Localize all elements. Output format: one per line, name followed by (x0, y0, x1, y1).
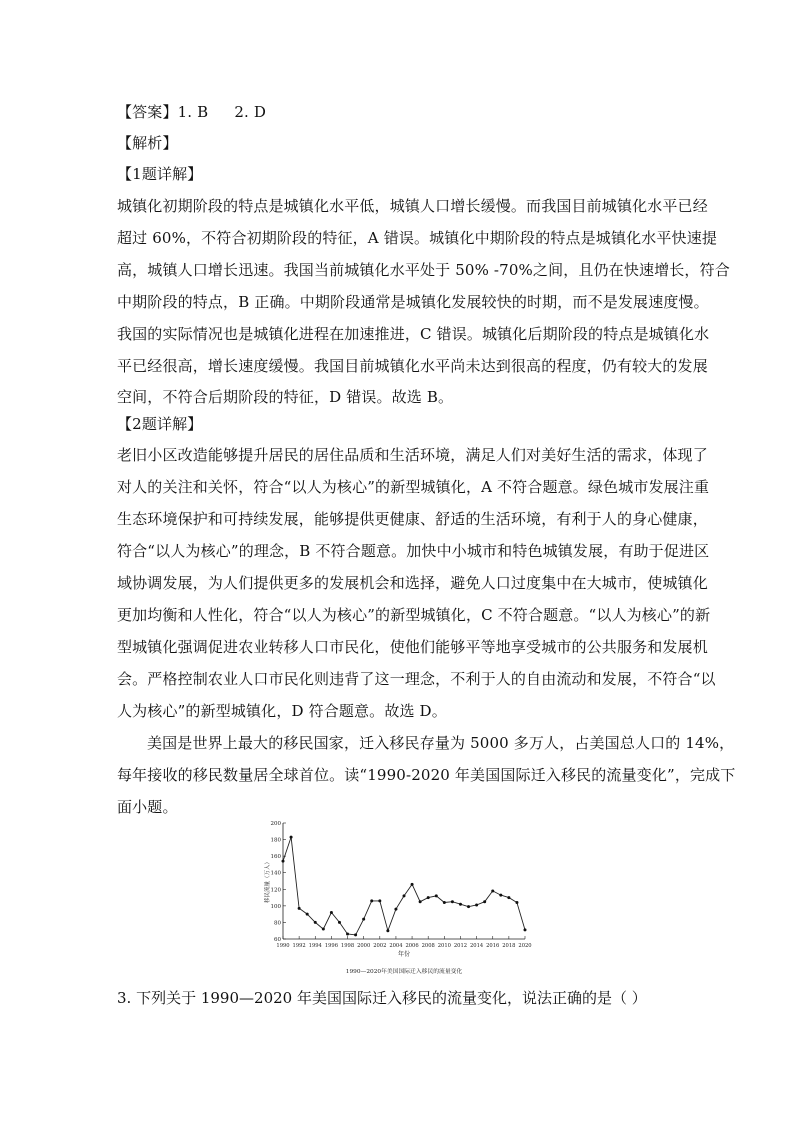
chart-title: 1990—2020年美国国际迁入移民的流量变化 (345, 969, 463, 975)
y-tick-label: 60 (274, 937, 281, 943)
data-point (330, 911, 333, 914)
x-tick-label: 2014 (469, 943, 484, 949)
x-tick-label: 2016 (486, 943, 500, 949)
q2-line: 更加均衡和人性化，符合“以人为核心”的新型城镇化，C 不符合题意。“以人为核心”的新 (117, 606, 711, 624)
data-point (370, 899, 373, 902)
data-point (378, 899, 381, 902)
data-point (524, 928, 527, 931)
data-point (386, 929, 389, 932)
q2-line: 老旧小区改造能够提升居民的居住品质和生活环境，满足人们对美好生活的需求，体现了 (117, 446, 708, 464)
x-tick-label: 2018 (502, 943, 516, 949)
data-point (298, 907, 301, 910)
data-point (290, 836, 293, 839)
y-tick-label: 160 (270, 854, 281, 861)
data-point (443, 901, 446, 904)
y-tick-label: 80 (274, 920, 281, 927)
data-point (483, 900, 486, 903)
data-point (282, 860, 285, 863)
answer-line (117, 102, 677, 122)
data-point (515, 901, 518, 904)
q1-line: 我国的实际情况也是城镇化进程在加速推进，C 错误。城镇化后期阶段的特点是城镇化水 (117, 325, 710, 343)
answer-label: 【答案】 (117, 103, 178, 121)
y-tick-label: 200 (270, 821, 281, 827)
q1-line: 空间，不符合后期阶段的特征，D 错误。故选 B。 (117, 388, 454, 406)
answer-2: 2. D (234, 103, 267, 121)
q2-line: 会。严格控制农业人口市民化则违背了这一理念，不利于人的自由流动和发展，不符合“以 (117, 670, 716, 688)
data-point (475, 904, 478, 907)
migration-line-chart (265, 818, 532, 980)
q1-line: 高，城镇人口增长迅速。我国当前城镇化水平处于 50% -70%之间，且仍在快速增长，符合 (117, 261, 730, 279)
q2-line: 人为核心”的新型城镇化，D 符合题意。故选 D。 (117, 702, 447, 720)
q1-line: 中期阶段的特点，B 正确。中期阶段通常是城镇化发展较快的时期，而不是发展速度慢。 (117, 293, 709, 311)
y-axis-label: 移民流量（万人） (265, 858, 271, 904)
intro-line: 每年接收的移民数量居全球首位。读“1990-2020 年美国国际迁入移民的流量变化”，完成下 (117, 766, 736, 784)
data-point (451, 900, 454, 903)
x-tick-label: 2008 (421, 943, 435, 949)
x-axis-label: 年份 (397, 951, 411, 958)
data-point (362, 918, 365, 921)
q2-line: 对人的关注和关怀，符合“以人为核心”的新型城镇化，A 不符合题意。绿色城市发展注重 (117, 478, 710, 496)
data-point (346, 933, 349, 936)
x-tick-label: 2020 (518, 943, 532, 949)
y-tick-label: 140 (270, 870, 281, 877)
y-tick-label: 180 (270, 837, 281, 844)
data-point (427, 896, 430, 899)
data-point (459, 903, 462, 906)
data-point (338, 921, 341, 924)
data-point (306, 913, 309, 916)
x-tick-label: 1998 (340, 943, 355, 949)
migration-chart (265, 818, 532, 980)
q2-line: 型城镇化强调促进农业转移人口市民化，使他们能够平等地享受城市的公共服务和发展机 (117, 638, 708, 656)
data-point (354, 933, 357, 936)
x-tick-label: 1992 (292, 943, 306, 949)
data-point (403, 894, 406, 897)
answer-1: 1. B (177, 103, 209, 121)
data-point (499, 894, 502, 897)
q1-heading: 【1题详解】 (117, 165, 203, 183)
data-point (322, 928, 325, 931)
data-point (314, 921, 317, 924)
data-point (491, 889, 494, 892)
q1-line: 城镇化初期阶段的特点是城镇化水平低，城镇人口增长缓慢。而我国目前城镇化水平已经 (117, 197, 708, 215)
x-tick-label: 2006 (405, 943, 419, 949)
q2-line: 域协调发展，为人们提供更多的发展机会和选择，避免人口过度集中在大城市，使城镇化 (117, 574, 708, 592)
y-tick-label: 120 (270, 887, 281, 894)
data-point (411, 883, 414, 886)
question-3: 3. 下列关于 1990—2020 年美国国际迁入移民的流量变化，说法正确的是（ ） (117, 989, 647, 1007)
x-tick-label: 2012 (453, 943, 468, 949)
x-tick-label: 2010 (437, 943, 451, 949)
x-tick-label: 1994 (308, 943, 322, 949)
data-point (435, 894, 438, 897)
x-tick-label: 2000 (357, 943, 371, 949)
intro-line: 面小题。 (117, 798, 178, 816)
intro-line: 美国是世界上最大的移民国家，迁入移民存量为 5000 多万人，占美国总人口的 14%， (147, 734, 735, 752)
analysis-heading: 【解析】 (117, 134, 178, 152)
y-tick-label: 100 (270, 903, 281, 910)
x-tick-label: 1996 (324, 943, 339, 949)
data-point (467, 905, 470, 908)
q2-line: 符合“以人为核心”的理念，B 不符合题意。加快中小城市和特色城镇发展，有助于促进区 (117, 542, 710, 560)
series-line (283, 837, 525, 935)
x-tick-label: 2002 (373, 943, 387, 949)
data-point (507, 896, 510, 899)
x-tick-label: 1990 (276, 943, 290, 949)
q2-heading: 【2题详解】 (117, 415, 203, 433)
q1-line: 超过 60%，不符合初期阶段的特征，A 错误。城镇化中期阶段的特点是城镇化水平快速提 (117, 229, 718, 247)
data-point (419, 900, 422, 903)
q2-line: 生态环境保护和可持续发展，能够提供更健康、舒适的生活环境，有利于人的身心健康， (117, 510, 708, 528)
q1-line: 平已经很高，增长速度缓慢。我国目前城镇化水平尚未达到很高的程度，仍有较大的发展 (117, 357, 708, 375)
data-point (394, 908, 397, 911)
x-tick-label: 2004 (389, 943, 403, 949)
